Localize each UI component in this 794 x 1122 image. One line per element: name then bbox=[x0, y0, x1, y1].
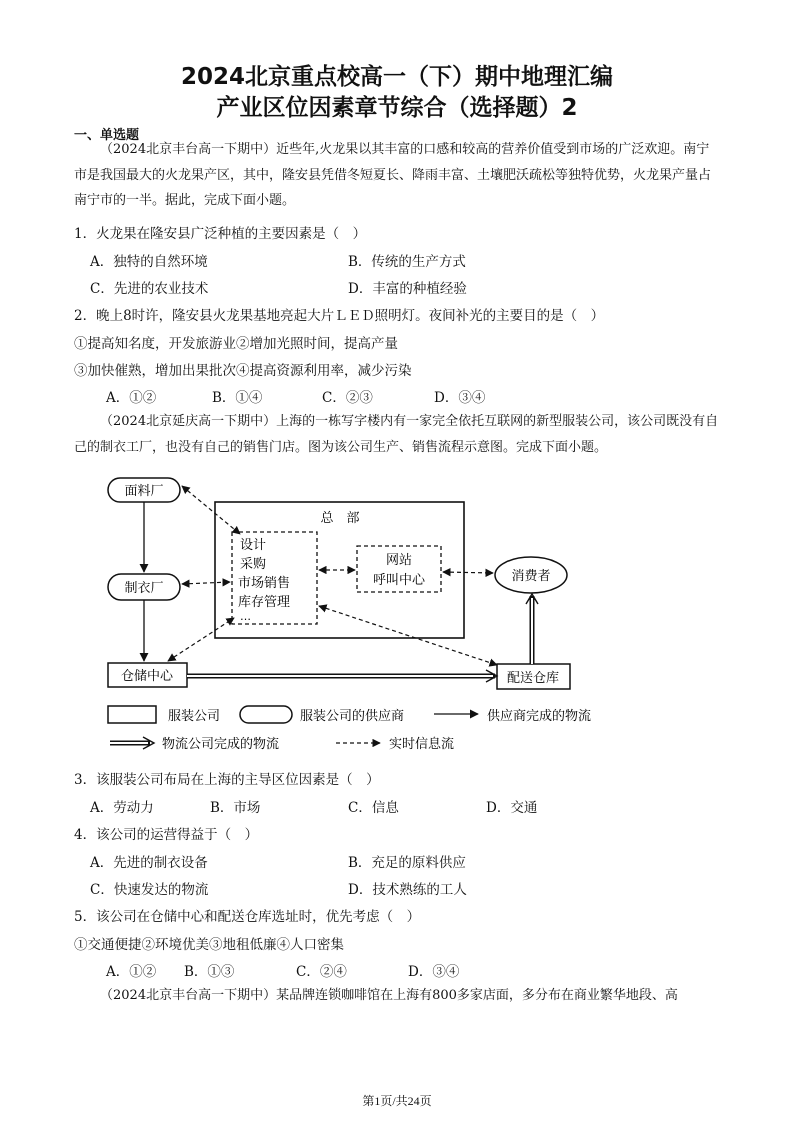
info-flow-hq-distribution bbox=[319, 606, 497, 665]
q5-option-d: D．③④ bbox=[408, 964, 460, 980]
info-flow-fabric-hq bbox=[182, 486, 240, 534]
q4-option-c: C．快速发达的物流 bbox=[90, 882, 209, 898]
distribution-label: 配送仓库 bbox=[506, 671, 560, 686]
warehouse-label: 仓储中心 bbox=[120, 669, 174, 684]
q5-option-a: A．①② bbox=[106, 964, 157, 980]
q1-option-d: D．丰富的种植经验 bbox=[348, 281, 467, 297]
legend-supplier-label: 服装公司的供应商 bbox=[300, 709, 405, 724]
intro-passage-3 bbox=[74, 983, 722, 1009]
legend-logistics-label: 物流公司完成的物流 bbox=[162, 737, 280, 752]
consumer-label: 消费者 bbox=[511, 569, 551, 584]
q5-option-c: C．②④ bbox=[296, 964, 347, 980]
info-flow-garment-hq bbox=[182, 582, 230, 584]
q2-statements-line2: ③加快催熟，增加出果批次④提高资源利用率，减少污染 bbox=[74, 363, 412, 379]
q2-option-c: C．②③ bbox=[322, 390, 373, 406]
page-footer: 第1页/共24页 bbox=[362, 1094, 432, 1108]
q2-option-b: B．①④ bbox=[212, 390, 263, 406]
section-heading: 一、单选题 bbox=[74, 128, 140, 143]
hq-item-marketing: 市场销售 bbox=[238, 576, 291, 591]
q3-option-c: C．信息 bbox=[348, 800, 399, 816]
q2-statements-line1: ①提高知名度，开发旅游业②增加光照时间，提高产量 bbox=[74, 336, 398, 352]
intro-text: 近些年,火龙果以其丰富的口感和较高的营养价值受到市场的广泛欢迎。南宁市是我国最大的火龙果产区，其中，隆安县凭借冬短夏长、降雨丰富、土壤肥沃疏松等独特优势，火龙果产量占南宁市的一半。据此，完成下面小题。 bbox=[74, 142, 712, 208]
q4-option-b: B．充足的原料供应 bbox=[348, 855, 466, 871]
q1-option-c: C．先进的农业技术 bbox=[90, 281, 209, 297]
legend-supplier-swatch bbox=[240, 706, 292, 723]
q3-option-a: A．劳动力 bbox=[90, 800, 154, 816]
intro-source: （2024北京延庆高一下期中） bbox=[100, 414, 277, 429]
q3-option-b: B．市场 bbox=[210, 800, 261, 816]
headquarters-label: 总 部 bbox=[320, 511, 360, 526]
question-3-stem: 3．该服装公司布局在上海的主导区位因素是（ ） bbox=[74, 772, 380, 788]
call-center-label: 呼叫中心 bbox=[372, 573, 426, 588]
info-flow-website-consumer bbox=[443, 572, 493, 573]
hq-item-inventory: 库存管理 bbox=[238, 595, 291, 610]
q4-option-a: A．先进的制衣设备 bbox=[90, 855, 208, 871]
hq-item-more: … bbox=[240, 610, 251, 623]
q2-option-a: A．①② bbox=[106, 390, 157, 406]
legend-info-label: 实时信息流 bbox=[389, 737, 455, 752]
intro-source: （2024北京丰台高一下期中） bbox=[100, 988, 277, 1003]
intro-text: 上海的一栋写字楼内有一家完全依托互联网的新型服装公司，该公司既没有自己的制衣工厂，也没有自己的销售门店。图为该公司生产、销售流程示意图。完成下面小题。 bbox=[74, 414, 719, 455]
info-flow-warehouse-hq bbox=[168, 618, 234, 661]
intro-source: （2024北京丰台高一下期中） bbox=[100, 142, 277, 157]
q1-option-b: B．传统的生产方式 bbox=[348, 254, 466, 270]
question-2-stem: 2．晚上8时许，隆安县火龙果基地亮起大片ＬＥＤ照明灯。夜间补光的主要目的是（ ） bbox=[74, 308, 605, 324]
intro-text: 某品牌连锁咖啡馆在上海有800多家店面，多分布在商业繁华地段、高 bbox=[276, 988, 678, 1003]
question-4-stem: 4．该公司的运营得益于（ ） bbox=[74, 827, 259, 843]
question-5-stem: 5．该公司在仓储中心和配送仓库选址时，优先考虑（ ） bbox=[74, 909, 421, 925]
fabric-factory-label: 面料厂 bbox=[124, 484, 164, 499]
legend-supplier-logistics-label: 供应商完成的物流 bbox=[487, 709, 592, 724]
question-1-stem: 1．火龙果在隆安县广泛种植的主要因素是（ ） bbox=[74, 226, 367, 242]
legend-company-label: 服装公司 bbox=[168, 709, 221, 724]
q1-option-a: A．独特的自然环境 bbox=[90, 254, 208, 270]
legend-company-swatch bbox=[108, 706, 156, 723]
q5-statements-line1: ①交通便捷②环境优美③地租低廉④人口密集 bbox=[74, 937, 344, 953]
q3-option-d: D．交通 bbox=[486, 800, 538, 816]
website-label: 网站 bbox=[385, 553, 413, 568]
q5-option-b: B．①③ bbox=[184, 964, 235, 980]
document-title-line2: 产业区位因素章节综合（选择题）2 bbox=[216, 95, 578, 121]
document-title-line1: 2024北京重点校高一（下）期中地理汇编 bbox=[180, 64, 613, 90]
q4-option-d: D．技术熟练的工人 bbox=[348, 882, 467, 898]
hq-item-design: 设计 bbox=[240, 538, 267, 553]
q2-option-d: D．③④ bbox=[434, 390, 486, 406]
hq-item-purchasing: 采购 bbox=[240, 557, 267, 572]
garment-factory-label: 制衣厂 bbox=[124, 581, 164, 596]
